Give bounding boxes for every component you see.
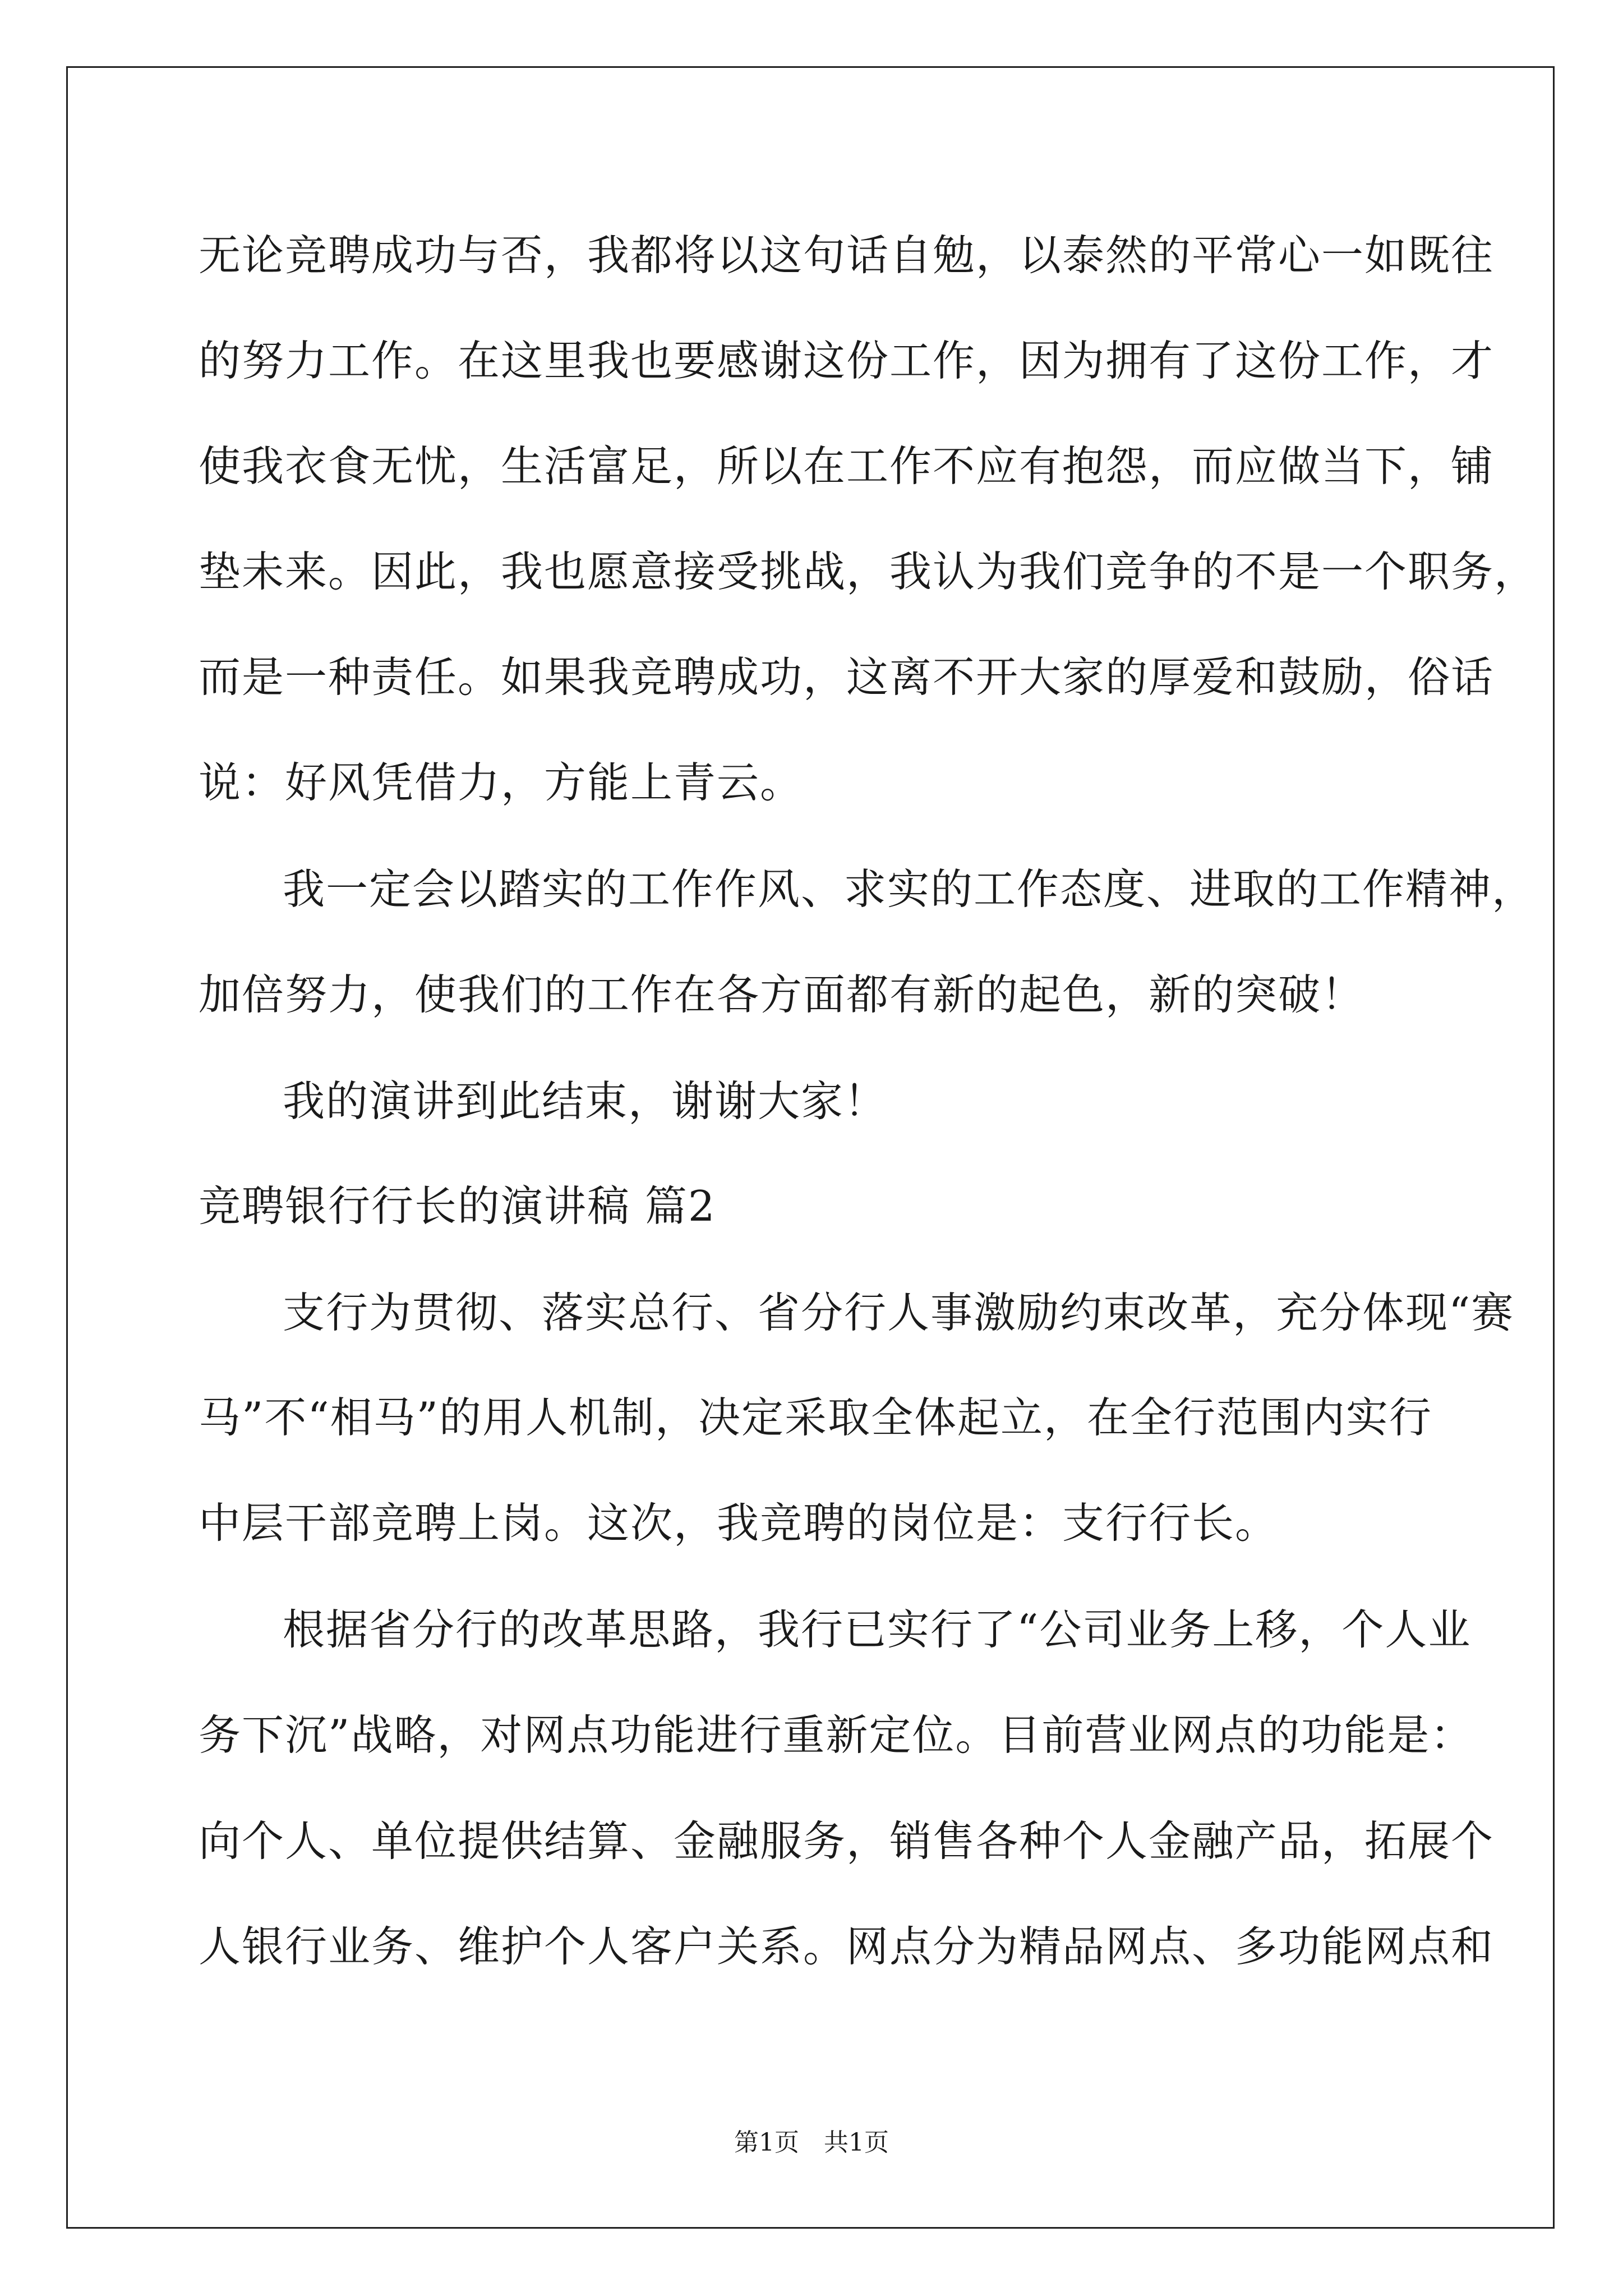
paragraph-line: 加倍努力，使我们的工作在各方面都有新的起色，新的突破！ xyxy=(199,970,1365,1019)
paragraph-line: 的努力工作。在这里我也要感谢这份工作，因为拥有了这份工作，才 xyxy=(199,336,1495,385)
paragraph-line: 无论竞聘成功与否，我都将以这句话自勉，以泰然的平常心一如既往 xyxy=(199,231,1495,280)
paragraph-line: 务下沉”战略，对网点功能进行重新定位。目前营业网点的功能是： xyxy=(199,1710,1474,1760)
paragraph-line: 我一定会以踏实的工作作风、求实的工作态度、进取的工作精神， xyxy=(283,864,1536,914)
paragraph-line: 中层干部竞聘上岗。这次，我竞聘的岗位是：支行行长。 xyxy=(199,1498,1279,1548)
section-heading: 竞聘银行行长的演讲稿 篇2 xyxy=(199,1181,716,1231)
paragraph-line: 支行为贯彻、落实总行、省分行人事激励约束改革，充分体现“赛 xyxy=(283,1288,1515,1337)
paragraph-line: 马”不“相马”的用人机制，决定采取全体起立，在全行范围内实行 xyxy=(199,1393,1433,1442)
paragraph-line: 而是一种责任。如果我竞聘成功，这离不开大家的厚爱和鼓励，俗话 xyxy=(199,652,1495,702)
paragraph-line: 人银行业务、维护个人客户关系。网点分为精品网点、多功能网点和 xyxy=(199,1922,1495,1971)
paragraph-line: 使我衣食无忧，生活富足，所以在工作不应有抱怨，而应做当下，铺 xyxy=(199,441,1495,491)
paragraph-line: 说：好风凭借力，方能上青云。 xyxy=(199,758,804,807)
page-border xyxy=(66,66,1555,2229)
paragraph-line: 向个人、单位提供结算、金融服务，销售各种个人金融产品，拓展个 xyxy=(199,1816,1495,1866)
paragraph-line: 垫未来。因此，我也愿意接受挑战，我认为我们竞争的不是一个职务， xyxy=(199,547,1538,596)
paragraph-line: 我的演讲到此结束，谢谢大家！ xyxy=(283,1076,888,1126)
page-footer: 第1页 共1页 xyxy=(734,2128,889,2157)
paragraph-line: 根据省分行的改革思路，我行已实行了“公司业务上移，个人业 xyxy=(283,1605,1472,1654)
